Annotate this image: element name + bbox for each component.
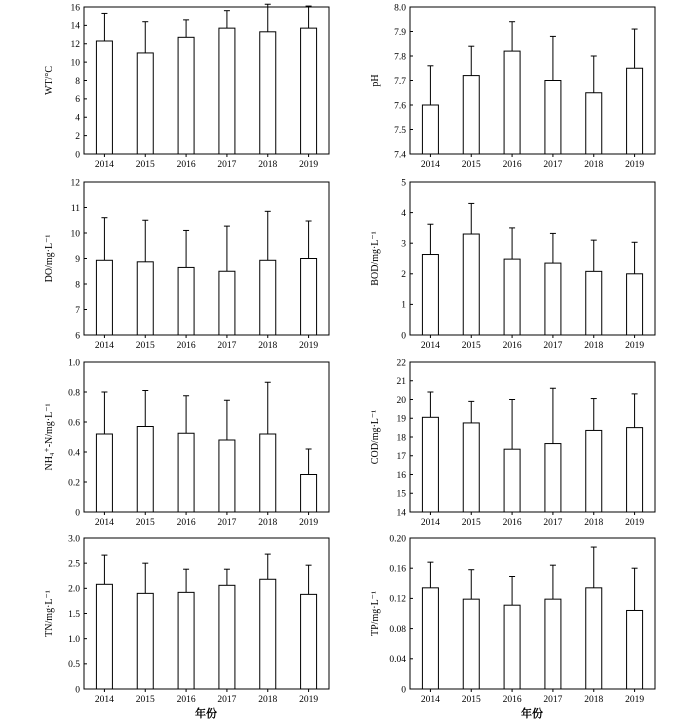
x-tick-label: 2018: [584, 518, 604, 528]
x-tick-label: 2018: [258, 518, 278, 528]
bar: [422, 255, 438, 335]
x-tick-label: 2016: [176, 518, 196, 528]
y-tick-label: 14: [70, 21, 80, 32]
bar: [137, 262, 153, 335]
y-tick-label: 0.5: [68, 660, 80, 671]
plot-frame: [84, 538, 329, 689]
bar: [545, 81, 561, 155]
x-tick-label: 2019: [625, 341, 645, 351]
y-tick-label: 4: [75, 113, 80, 124]
panel-7: [44, 534, 329, 705]
bar: [586, 430, 602, 512]
plot-frame: [84, 182, 329, 335]
x-tick-label: 2015: [135, 695, 155, 705]
y-tick-label: 10: [70, 58, 80, 69]
x-tick-label: 2016: [502, 518, 522, 528]
y-tick-label: 0.08: [389, 624, 406, 635]
y-tick-label: 4: [401, 208, 406, 219]
y-tick-label: 7.7: [394, 76, 406, 87]
bar: [301, 594, 317, 689]
bar: [627, 274, 643, 335]
x-tick-label: 2016: [502, 695, 522, 705]
y-tick-label: 0.12: [389, 594, 406, 605]
bar: [137, 53, 153, 154]
bar: [463, 423, 479, 512]
y-tick-label: 8: [75, 280, 80, 291]
x-tick-label: 2019: [299, 518, 319, 528]
x-tick-label: 2019: [625, 518, 645, 528]
x-tick-label: 2016: [176, 160, 196, 170]
bar: [586, 588, 602, 689]
panel-2: [370, 3, 655, 170]
y-tick-label: 2.0: [68, 584, 80, 595]
bar: [219, 585, 235, 689]
y-tick-label: 7.4: [394, 150, 406, 161]
plot-frame: [84, 362, 329, 512]
x-tick-label: 2017: [543, 341, 563, 351]
y-tick-label: 12: [70, 40, 80, 51]
y-axis-label: DO/mg·L⁻¹: [44, 234, 55, 283]
bar: [586, 271, 602, 335]
x-tick-label: 2014: [420, 695, 440, 705]
bar: [96, 260, 112, 335]
y-tick-label: 0.4: [68, 448, 80, 459]
panel-6: [370, 358, 655, 528]
plot-frame: [410, 538, 655, 689]
panel-1: [44, 3, 329, 170]
x-tick-label: 2017: [543, 160, 563, 170]
bar: [463, 234, 479, 335]
y-tick-label: 2.5: [68, 559, 80, 570]
bar: [504, 449, 520, 512]
bar: [219, 28, 235, 154]
x-tick-label: 2015: [135, 341, 155, 351]
y-tick-label: 16: [70, 3, 80, 14]
plot-frame: [84, 7, 329, 154]
bar: [627, 610, 643, 689]
y-tick-label: 7.5: [394, 125, 406, 136]
y-tick-label: 3.0: [68, 534, 80, 545]
y-axis-label: BOD/mg·L⁻¹: [370, 231, 381, 286]
x-tick-label: 2018: [258, 160, 278, 170]
y-tick-label: 0: [401, 331, 406, 342]
y-tick-label: 20: [396, 395, 406, 406]
bar: [504, 259, 520, 335]
x-tick-label: 2016: [176, 695, 196, 705]
bar: [219, 440, 235, 512]
bar: [96, 434, 112, 512]
x-tick-label: 2017: [543, 518, 563, 528]
panel-5: [44, 358, 329, 528]
y-tick-label: 22: [396, 358, 406, 369]
x-tick-label: 2015: [461, 341, 481, 351]
bar: [422, 105, 438, 154]
x-tick-label: 2019: [625, 695, 645, 705]
x-tick-label: 2014: [420, 341, 440, 351]
x-tick-label: 2014: [94, 160, 114, 170]
bar: [137, 593, 153, 689]
y-tick-label: 1: [401, 300, 406, 311]
x-tick-label: 2014: [94, 341, 114, 351]
x-tick-label: 2017: [217, 160, 237, 170]
x-tick-label: 2016: [502, 341, 522, 351]
y-tick-label: 0.6: [68, 418, 80, 429]
bar: [178, 267, 194, 335]
y-tick-label: 7: [75, 305, 80, 316]
x-tick-label: 2014: [420, 160, 440, 170]
bar: [137, 427, 153, 513]
panel-4: [370, 178, 655, 351]
y-tick-label: 7.9: [394, 27, 406, 38]
x-tick-label: 2015: [461, 518, 481, 528]
y-tick-label: 0: [75, 150, 80, 161]
x-tick-label: 2015: [135, 160, 155, 170]
y-tick-label: 2: [401, 270, 406, 281]
bar: [96, 584, 112, 689]
bar: [545, 599, 561, 689]
y-tick-label: 11: [70, 203, 80, 214]
y-tick-label: 0.2: [68, 478, 80, 489]
y-tick-label: 8.0: [394, 3, 406, 14]
y-tick-label: 1.0: [68, 358, 80, 369]
x-tick-label: 2016: [502, 160, 522, 170]
bar: [178, 592, 194, 689]
y-axis-label: COD/mg·L⁻¹: [370, 409, 381, 465]
bar: [178, 433, 194, 512]
y-tick-label: 15: [396, 489, 406, 500]
y-tick-label: 21: [396, 377, 406, 388]
bar: [422, 588, 438, 689]
x-tick-label: 2018: [258, 695, 278, 705]
bar: [545, 263, 561, 335]
y-tick-label: 5: [401, 178, 406, 189]
x-tick-label: 2014: [94, 695, 114, 705]
y-tick-label: 18: [396, 433, 406, 444]
bar: [545, 444, 561, 512]
bar: [260, 32, 276, 154]
bar: [301, 475, 317, 513]
y-tick-label: 12: [70, 178, 80, 189]
bar: [422, 417, 438, 512]
panel-8: [370, 534, 655, 705]
y-tick-label: 19: [396, 414, 406, 425]
plot-frame: [410, 7, 655, 154]
x-tick-label: 2017: [543, 695, 563, 705]
y-tick-label: 0.04: [389, 655, 406, 666]
bar: [260, 434, 276, 512]
panel-3: [44, 178, 329, 351]
bar: [301, 259, 317, 336]
y-tick-label: 6: [75, 331, 80, 342]
plot-frame: [410, 182, 655, 335]
y-tick-label: 9: [75, 254, 80, 265]
y-axis-label: WT/°C: [44, 66, 55, 95]
bar: [463, 599, 479, 689]
y-tick-label: 0.20: [389, 534, 406, 545]
x-tick-label: 2019: [299, 341, 319, 351]
x-tick-label: 2017: [217, 695, 237, 705]
x-tick-label: 2014: [420, 518, 440, 528]
bar: [463, 76, 479, 154]
plot-frame: [410, 362, 655, 512]
x-tick-label: 2015: [135, 518, 155, 528]
y-tick-label: 7.6: [394, 101, 406, 112]
x-tick-label: 2017: [217, 341, 237, 351]
bar: [586, 93, 602, 154]
x-axis-title-left: 年份: [195, 707, 217, 720]
bar: [504, 605, 520, 689]
x-tick-label: 2018: [584, 341, 604, 351]
bar: [260, 579, 276, 689]
y-axis-label: NH₄⁺-N/mg·L⁻¹: [44, 403, 55, 471]
bar: [219, 271, 235, 335]
y-tick-label: 1.5: [68, 609, 80, 620]
x-axis-title-right: 年份: [521, 707, 543, 720]
y-tick-label: 1.0: [68, 634, 80, 645]
y-tick-label: 7.8: [394, 52, 406, 63]
y-tick-label: 3: [401, 239, 406, 250]
bar: [96, 41, 112, 154]
y-tick-label: 10: [70, 229, 80, 240]
x-tick-label: 2018: [258, 341, 278, 351]
y-tick-label: 6: [75, 95, 80, 106]
y-axis-label: pH: [370, 74, 381, 87]
bar: [627, 428, 643, 512]
y-tick-label: 14: [396, 508, 406, 519]
y-tick-label: 0.8: [68, 388, 80, 399]
y-tick-label: 0: [401, 685, 406, 696]
y-tick-label: 17: [396, 452, 406, 463]
y-tick-label: 0: [75, 685, 80, 696]
x-tick-label: 2014: [94, 518, 114, 528]
y-tick-label: 0.16: [389, 564, 406, 575]
bar: [260, 260, 276, 335]
x-tick-label: 2016: [176, 341, 196, 351]
y-tick-label: 8: [75, 76, 80, 87]
x-tick-label: 2015: [461, 695, 481, 705]
x-tick-label: 2019: [299, 695, 319, 705]
y-axis-label: TN/mg·L⁻¹: [44, 590, 55, 637]
y-tick-label: 2: [75, 131, 80, 142]
x-tick-label: 2017: [217, 518, 237, 528]
x-tick-label: 2019: [299, 160, 319, 170]
x-tick-label: 2018: [584, 160, 604, 170]
bar: [627, 68, 643, 154]
x-tick-label: 2019: [625, 160, 645, 170]
y-tick-label: 0: [75, 508, 80, 519]
bar: [301, 28, 317, 154]
bar: [178, 37, 194, 154]
x-tick-label: 2018: [584, 695, 604, 705]
x-tick-label: 2015: [461, 160, 481, 170]
y-tick-label: 16: [396, 470, 406, 481]
y-axis-label: TP/mg·L⁻¹: [370, 591, 381, 636]
bar: [504, 51, 520, 154]
